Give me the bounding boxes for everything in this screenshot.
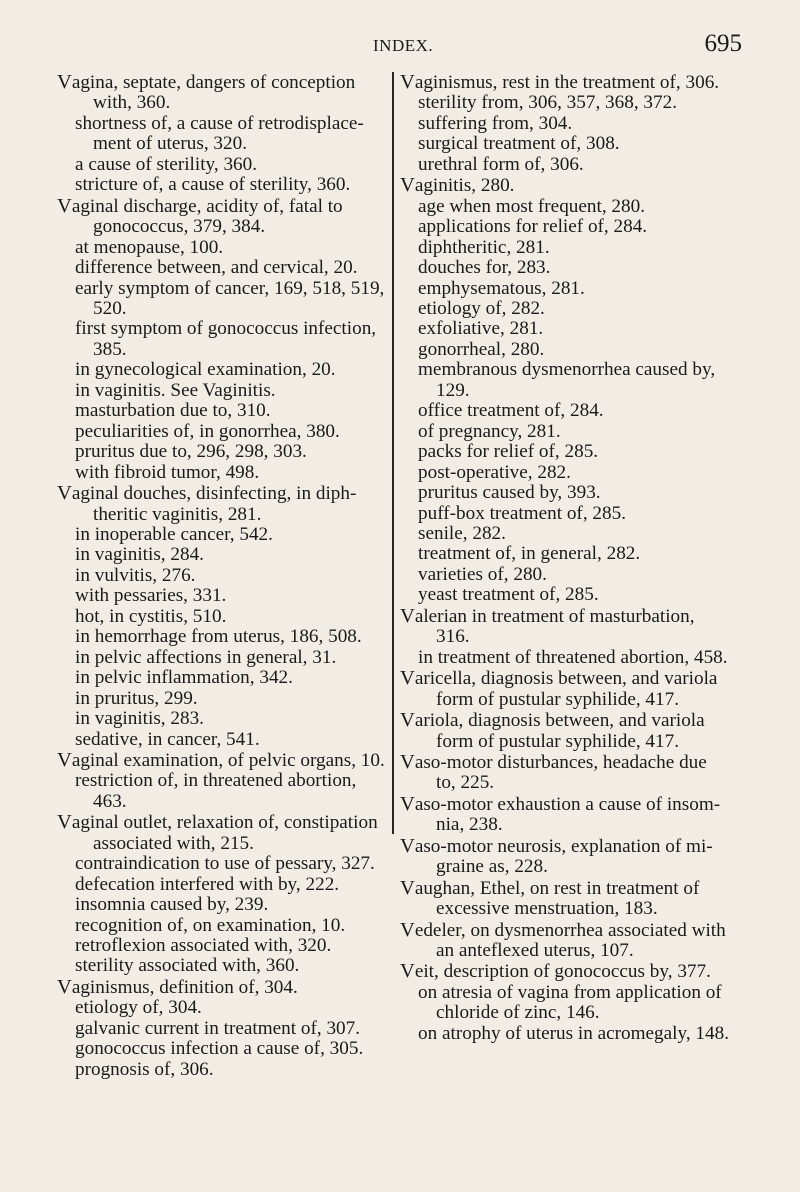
index-entry: gonorrheal, 280. xyxy=(418,338,545,360)
index-entry: in gynecological examination, 20. xyxy=(75,359,336,381)
index-entry: in hemorrhage from uterus, 186, 508. xyxy=(75,626,362,648)
index-entry: in vaginitis, 284. xyxy=(75,544,204,566)
index-entry: galvanic current in treatment of, 307. xyxy=(75,1017,361,1039)
index-entry: membranous dysmenorrhea caused by, 129. xyxy=(418,359,716,401)
index-entry: in inoperable cancer, 542. xyxy=(75,523,273,545)
index-entry: pruritus caused by, 393. xyxy=(418,482,601,504)
index-entry: in pruritus, 299. xyxy=(75,687,198,709)
index-entry: gonococcus infection a cause of, 305. xyxy=(75,1038,364,1060)
right-column xyxy=(400,72,730,1044)
index-entry: suffering from, 304. xyxy=(418,112,573,134)
index-entry: Variola, diagnosis between, and variola form of pustular syphilide, 417. xyxy=(400,709,705,752)
index-entry: Valerian in treatment of masturbation, 316. xyxy=(400,604,695,648)
index-entry: in pelvic affections in general, 31. xyxy=(75,646,337,668)
index-entry: Vaso-motor neurosis, explanation of mi-graine as, 228. xyxy=(400,834,713,878)
index-entry: Vaginitis, 280. xyxy=(400,174,515,197)
index-entry: defecation interfered with by, 222. xyxy=(75,873,340,895)
index-entry: in treatment of threatened abortion, 458. xyxy=(418,646,728,668)
index-entry: with pessaries, 331. xyxy=(75,585,227,607)
left-column xyxy=(57,72,385,1080)
page-title: INDEX. xyxy=(373,36,434,55)
index-entry: Vedeler, on dysmenorrhea associated with an anteflexed uterus, 107. xyxy=(400,918,726,962)
index-entry: Vaginal examination, of pelvic organs, 10. xyxy=(57,748,385,771)
index-entry: insomnia caused by, 239. xyxy=(75,894,269,916)
index-entry: Vaginismus, rest in the treatment of, 306. xyxy=(400,71,720,93)
index-entry: etiology of, 282. xyxy=(418,297,545,319)
index-entry: age when most frequent, 280. xyxy=(418,195,645,217)
index-entry: douches for, 283. xyxy=(418,257,551,279)
index-entry: diphtheritic, 281. xyxy=(418,236,550,258)
index-entry: peculiarities of, in gonorrhea, 380. xyxy=(75,420,340,442)
index-entry: post-operative, 282. xyxy=(418,461,571,483)
index-entry: Vagina, septate, dangers of conception with, 360. xyxy=(57,71,356,114)
index-entry: varieties of, 280. xyxy=(418,563,547,585)
index-entry: Vaginismus, definition of, 304. xyxy=(57,975,298,998)
page-header xyxy=(0,30,800,66)
index-entry: office treatment of, 284. xyxy=(418,400,604,422)
index-entry: Vaso-motor disturbances, headache due to, 225. xyxy=(400,750,707,794)
index-entry: Vaginal outlet, relaxation of, constipation associated with, 215. xyxy=(57,811,378,854)
index-entry: in vaginitis. See Vaginitis. xyxy=(75,379,276,401)
index-entry: recognition of, on examination, 10. xyxy=(75,914,346,936)
index-entry: at menopause, 100. xyxy=(75,236,224,258)
index-entry: retroflexion associated with, 320. xyxy=(75,935,332,957)
index-entry: Vaginal discharge, acidity of, fatal to gonococcus, 379, 384. xyxy=(57,194,343,238)
index-entry: puff-box treatment of, 285. xyxy=(418,502,626,524)
index-entry: etiology of, 304. xyxy=(75,997,202,1019)
index-entry: sedative, in cancer, 541. xyxy=(75,728,260,750)
index-entry: urethral form of, 306. xyxy=(418,153,584,175)
index-entry: a cause of sterility, 360. xyxy=(75,153,258,175)
index-entry: Vaughan, Ethel, on rest in treatment of excessive menstruation, 183. xyxy=(400,876,700,920)
index-entry: sterility from, 306, 357, 368, 372. xyxy=(418,92,678,114)
index-entry: Varicella, diagnosis between, and variola form of pustular syphilide, 417. xyxy=(400,667,718,710)
index-entry: on atrophy of uterus in acromegaly, 148. xyxy=(418,1022,729,1044)
index-entry: early symptom of cancer, 169, 518, 519, 520. xyxy=(75,277,385,319)
index-entry: shortness of, a cause of retrodisplace-ment of uterus, 320. xyxy=(75,112,364,155)
index-entry: yeast treatment of, 285. xyxy=(418,584,599,606)
index-entry: pruritus due to, 296, 298, 303. xyxy=(75,441,307,463)
index-entry: with fibroid tumor, 498. xyxy=(75,461,260,483)
index-entry: of pregnancy, 281. xyxy=(418,420,561,442)
index-entry: in vaginitis, 283. xyxy=(75,708,204,730)
index-entry: difference between, and cervical, 20. xyxy=(75,257,358,279)
index-entry: contraindication to use of pessary, 327. xyxy=(75,853,375,875)
index-entry: restriction of, in threatened abortion, 463. xyxy=(75,770,357,812)
index-entry: masturbation due to, 310. xyxy=(75,400,271,422)
index-entry: Vaso-motor exhaustion a cause of insom-nia, 238. xyxy=(400,792,721,836)
index-entry: sterility associated with, 360. xyxy=(75,955,300,977)
index-entry: hot, in cystitis, 510. xyxy=(75,605,227,627)
index-entry: first symptom of gonococcus infection, 385. xyxy=(75,318,377,360)
index-entry: packs for relief of, 285. xyxy=(418,441,599,463)
index-entry: in vulvitis, 276. xyxy=(75,564,196,586)
index-entry: surgical treatment of, 308. xyxy=(418,133,620,155)
page-number: 695 xyxy=(704,30,742,57)
index-entry: applications for relief of, 284. xyxy=(418,216,648,238)
index-entry: in pelvic inflammation, 342. xyxy=(75,667,293,689)
index-entry: Veit, description of gonococcus by, 377. xyxy=(400,960,711,983)
index-entry: on atresia of vagina from application of chloride of zinc, 146. xyxy=(418,981,722,1024)
index-entry: treatment of, in general, 282. xyxy=(418,543,641,565)
index-entry: emphysematous, 281. xyxy=(418,277,585,299)
column-divider xyxy=(392,72,394,834)
index-entry: stricture of, a cause of sterility, 360. xyxy=(75,174,351,196)
index-entry: senile, 282. xyxy=(418,522,506,544)
index-entry: Vaginal douches, disinfecting, in diph-theritic vaginitis, 281. xyxy=(57,482,357,525)
index-entry: prognosis of, 306. xyxy=(75,1058,214,1080)
index-entry: exfoliative, 281. xyxy=(418,318,544,340)
